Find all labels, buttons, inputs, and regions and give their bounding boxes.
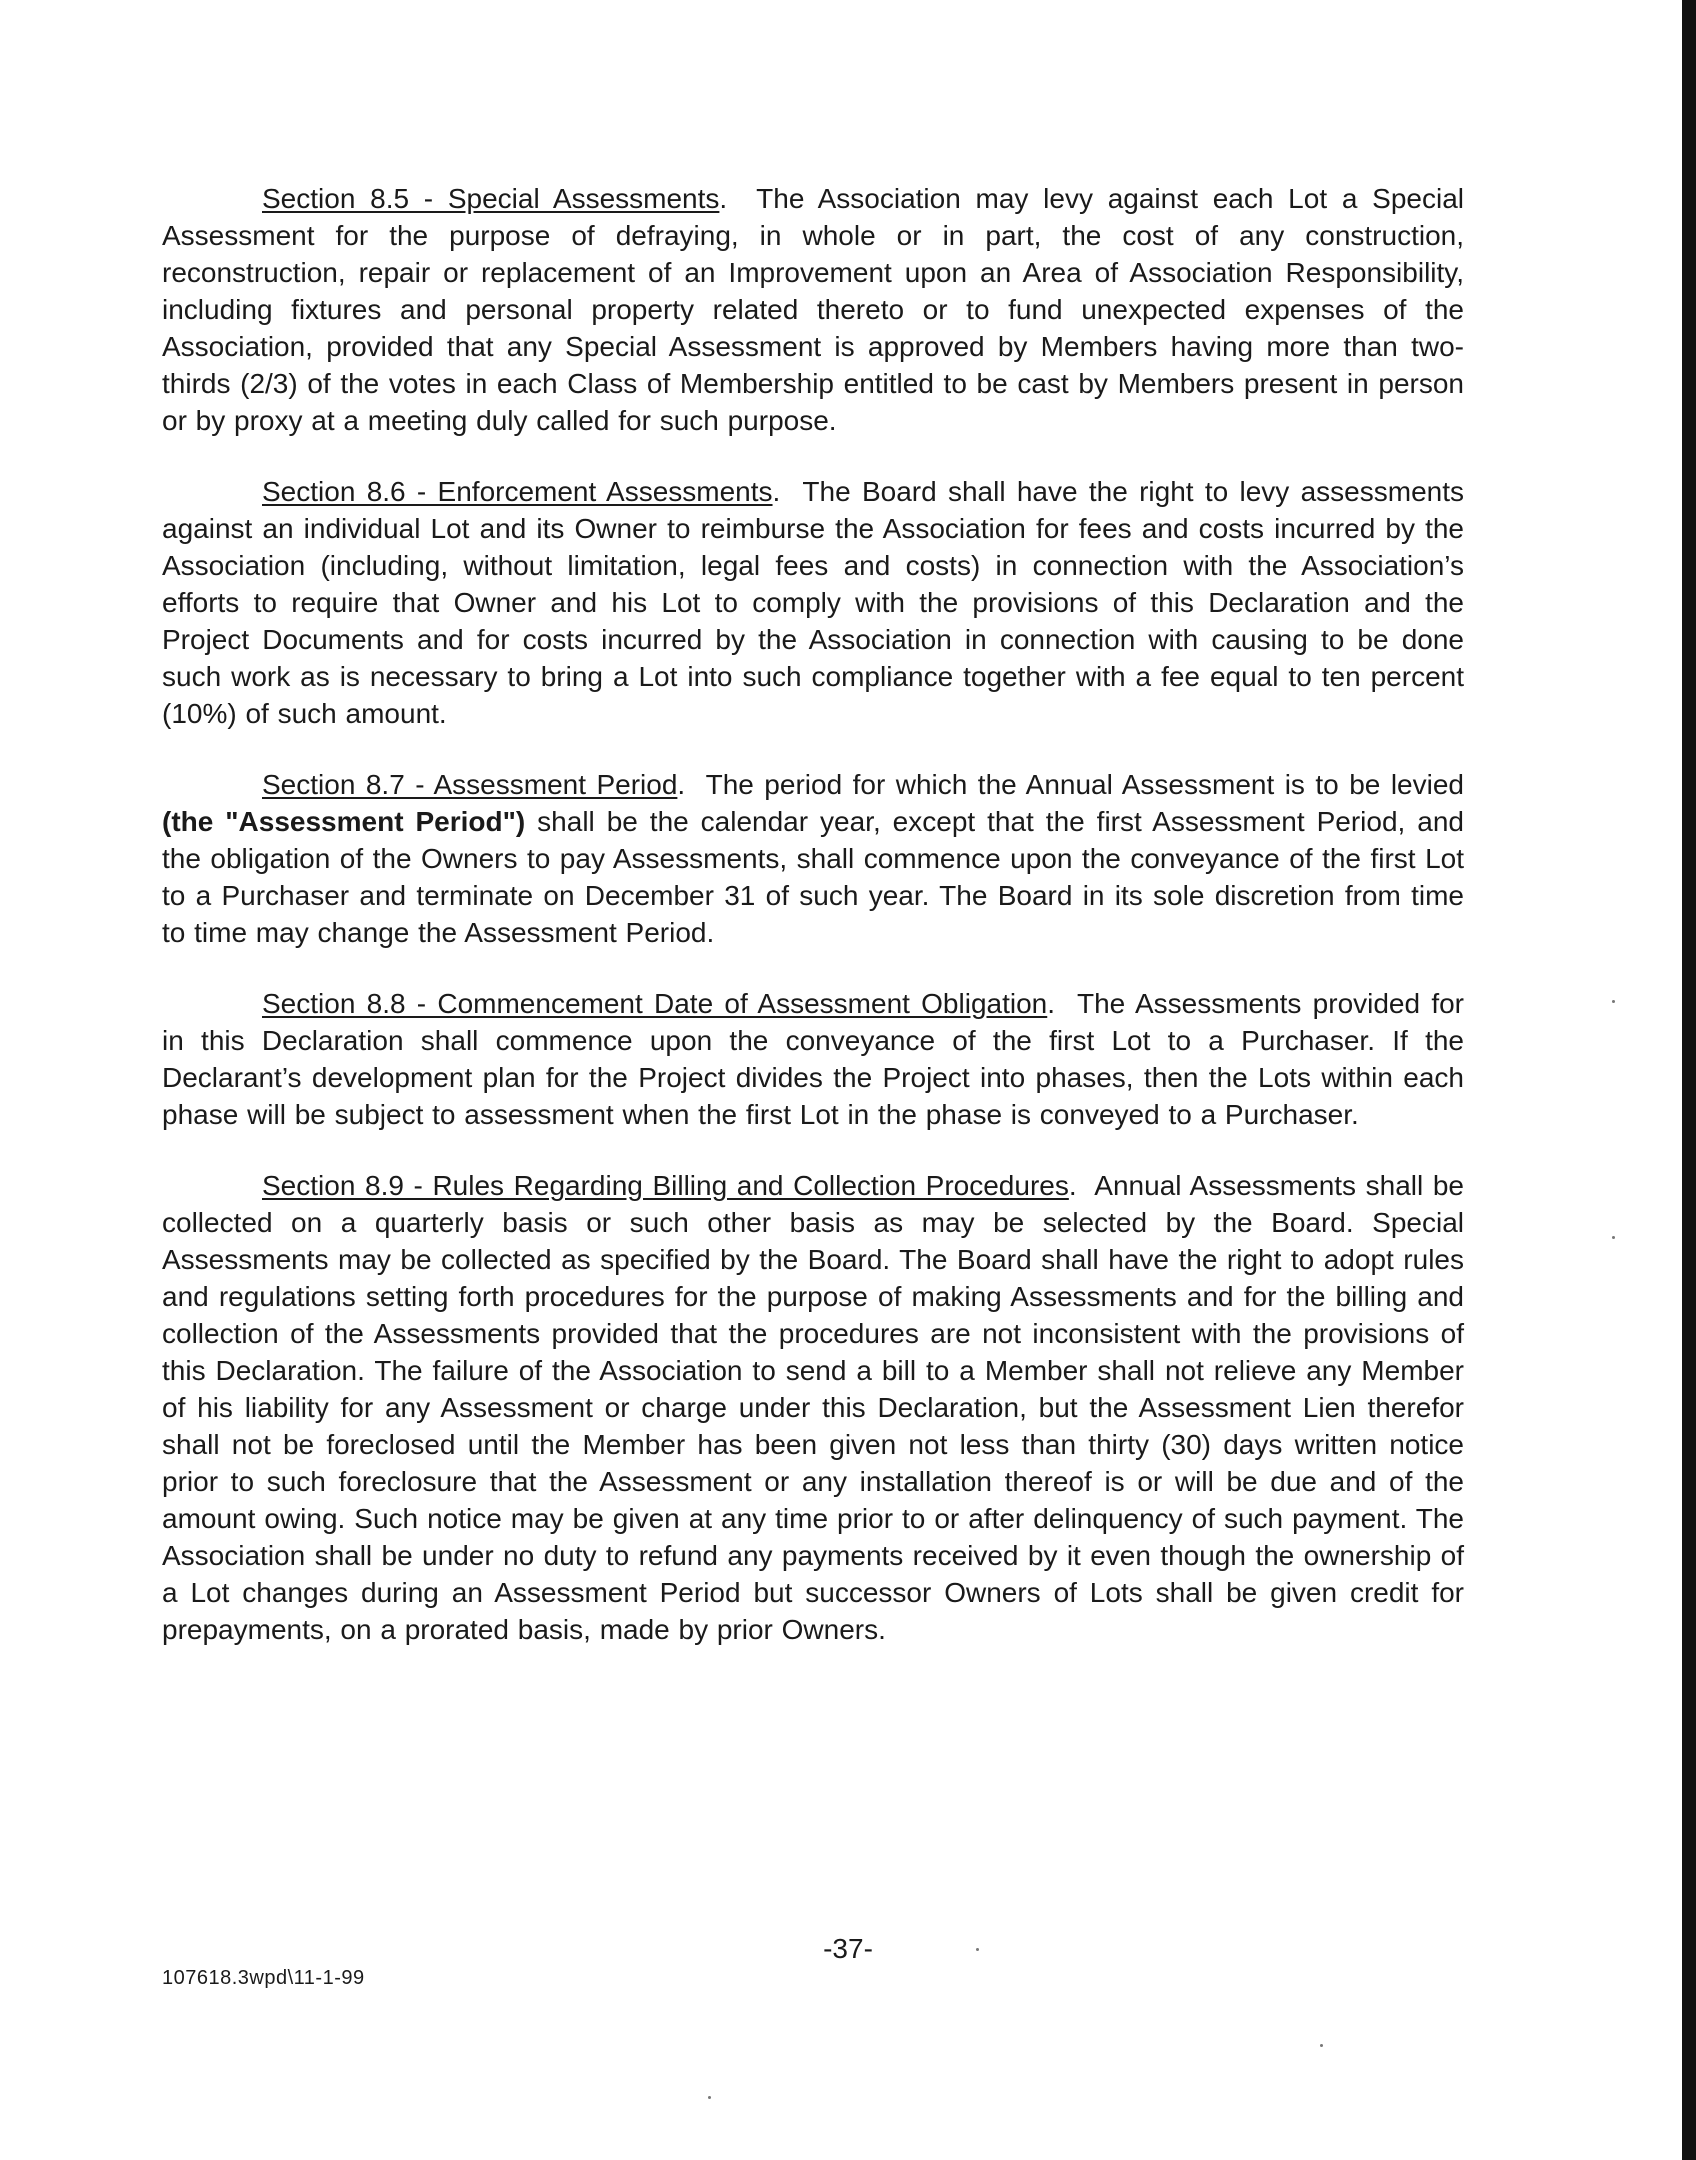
- defined-term: (the "Assessment Period"): [162, 806, 526, 837]
- section-8-6: Section 8.6 - Enforcement Assessments. The Board shall have the right to levy assessments against an individual Lot and its Owner to reimburse the Association for fees and costs incurred by the Association (including, without limitation, legal fees and costs) in connection with the Association’s efforts to require that Owner and his Lot to comply with the provisions of this Declaration and the Project Documents and for costs incurred by the Association in connection with causing to be done such work as is necessary to bring a Lot into such compliance together with a fee equal to ten percent (10%) of such amount.: [162, 476, 1464, 729]
- section-8-8: Section 8.8 - Commencement Date of Assessment Obligation. The Assessments provided for in this Declaration shall commence upon the conveyance of the first Lot to a Purchaser. If the Declarant’s development plan for the Project divides the Project into phases, then the Lots within each phase will be subject to assessment when the first Lot in the phase is conveyed to a Purchaser.: [162, 988, 1464, 1130]
- scan-speck: [1612, 1236, 1615, 1239]
- scan-speck: [1612, 1000, 1615, 1003]
- section-body: The Assessments provided for in this Declaration shall commence upon the conveyance of the first Lot to a Purchaser. If the Declarant’s development plan for the Project divides the Project into phases, then the Lots within each phase will be subject to assessment when the first Lot in the phase is conveyed to a Purchaser.: [162, 988, 1464, 1130]
- scanned-page-edge: [1682, 0, 1696, 2160]
- section-8-7: Section 8.7 - Assessment Period. The period for which the Annual Assessment is to be levied (the "Assessment Period") shall be the calendar year, except that the first Assessment Period, and the obligation of the Owners to pay Assessments, shall commence upon the conveyance of the first Lot to a Purchaser and terminate on December 31 of such year. The Board in its sole discretion from time to time may change the Assessment Period.: [162, 769, 1464, 948]
- scan-speck: [1320, 2044, 1323, 2047]
- section-title: Section 8.5 - Special Assessments: [262, 183, 720, 214]
- section-8-9: Section 8.9 - Rules Regarding Billing and Collection Procedures. Annual Assessments shall be collected on a quarterly basis or such other basis as may be selected by the Board. Special Assessments may be collected as specified by the Board. The Board shall have the right to adopt rules and regulations setting forth procedures for the purpose of making Assessments and for the billing and collection of the Assessments provided that the procedures are not inconsistent with the provisions of this Declaration. The failure of the Association to send a bill to a Member shall not relieve any Member of his liability for any Assessment or charge under this Declaration, but the Assessment Lien therefor shall not be foreclosed until the Member has been given not less than thirty (30) days written notice prior to such foreclosure that the Assessment or any installation thereof is or will be due and of the amount owing. Such notice may be given at any time prior to or after delinquency of such payment. The Association shall be under no duty to refund any payments received by it even though the ownership of a Lot changes during an Assessment Period but successor Owners of Lots shall be given credit for prepayments, on a prorated basis, made by prior Owners.: [162, 1170, 1464, 1645]
- section-body: shall be the calendar year, except that the first Assessment Period, and the obligation of the Owners to pay Assessments, shall commence upon the conveyance of the first Lot to a Purchaser and terminate on December 31 of such year. The Board in its sole discretion from time to time may change the Assessment Period.: [162, 806, 1464, 948]
- section-title: Section 8.6 - Enforcement Assessments: [262, 476, 773, 507]
- section-body: Annual Assessments shall be collected on a quarterly basis or such other basis as may be selected by the Board. Special Assessments may be collected as specified by the Board. The Board shall have the right to adopt rules and regulations setting forth procedures for the purpose of making Assessments and for the billing and collection of the Assessments provided that the procedures are not inconsistent with the provisions of this Declaration. The failure of the Association to send a bill to a Member shall not relieve any Member of his liability for any Assessment or charge under this Declaration, but the Assessment Lien therefor shall not be foreclosed until the Member has been given not less than thirty (30) days written notice prior to such foreclosure that the Assessment or any installation thereof is or will be due and of the amount owing. Such notice may be given at any time prior to or after delinquency of such payment. The Association shall be under no duty to refund any payments received by it even though the ownership of a Lot changes during an Assessment Period but successor Owners of Lots shall be given credit for prepayments, on a prorated basis, made by prior Owners.: [162, 1170, 1464, 1645]
- section-body: The period for which the Annual Assessment is to be levied: [705, 769, 1464, 800]
- section-8-5: Section 8.5 - Special Assessments. The Association may levy against each Lot a Special Assessment for the purpose of defraying, in whole or in part, the cost of any construction, reconstruction, repair or replacement of an Improvement upon an Area of Association Responsibility, including fixtures and personal property related thereto or to fund unexpected expenses of the Association, provided that any Special Assessment is approved by Members having more than two-thirds (2/3) of the votes in each Class of Membership entitled to be cast by Members present in person or by proxy at a meeting duly called for such purpose.: [162, 183, 1464, 436]
- section-body: The Board shall have the right to levy assessments against an individual Lot and its Owner to reimburse the Association for fees and costs incurred by the Association (including, without limitation, legal fees and costs) in connection with the Association’s efforts to require that Owner and his Lot to comply with the provisions of this Declaration and the Project Documents and for costs incurred by the Association in connection with causing to be done such work as is necessary to bring a Lot into such compliance together with a fee equal to ten percent (10%) of such amount.: [162, 476, 1464, 729]
- page-number: -37-: [823, 1933, 873, 1964]
- section-title: Section 8.9 - Rules Regarding Billing and Collection Procedures: [262, 1170, 1069, 1201]
- section-body: The Association may levy against each Lot a Special Assessment for the purpose of defraying, in whole or in part, the cost of any construction, reconstruction, repair or replacement of an Improvement upon an Area of Association Responsibility, including fixtures and personal property related thereto or to fund unexpected expenses of the Association, provided that any Special Assessment is approved by Members having more than two-thirds (2/3) of the votes in each Class of Membership entitled to be cast by Members present in person or by proxy at a meeting duly called for such purpose.: [162, 183, 1464, 436]
- scan-speck: [708, 2096, 711, 2099]
- section-title: Section 8.8 - Commencement Date of Assessment Obligation: [262, 988, 1048, 1019]
- document-code: 107618.3wpd\11-1-99: [162, 1967, 365, 1989]
- document-body: [162, 180, 1464, 1682]
- scan-speck: [976, 1948, 979, 1951]
- section-title: Section 8.7 - Assessment Period: [262, 769, 678, 800]
